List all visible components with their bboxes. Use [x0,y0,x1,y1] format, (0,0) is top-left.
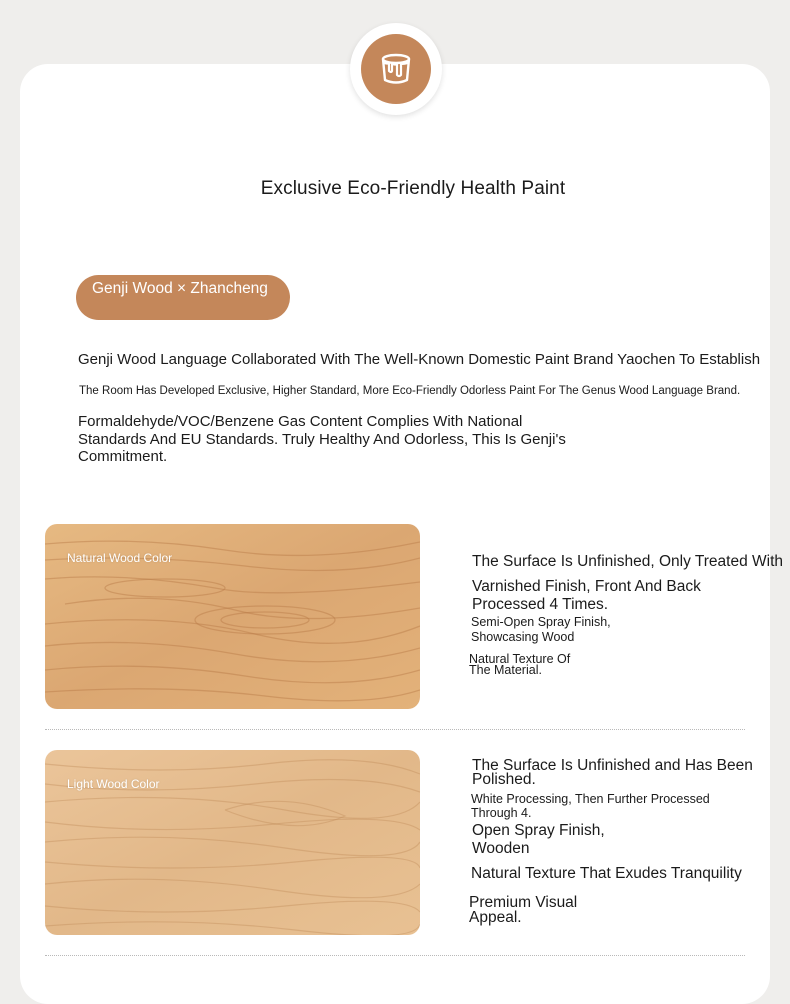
option-desc: Varnished Finish, Front And Back [472,578,701,595]
option-desc: Natural Texture That Exudes Tranquility [471,865,742,882]
option-desc: Appeal. [469,909,522,926]
option-desc: Processed 4 Times. [472,596,609,613]
collab-detail: The Room Has Developed Exclusive, Higher Standard, More Eco-Friendly Odorless Paint For The Genus Wood Language Brand. [79,385,741,397]
option-desc: The Surface Is Unfinished, Only Treated With [472,553,783,570]
natural-wood-swatch [45,524,420,709]
option-desc: Wooden [472,840,530,857]
collab-pill: Genji Wood × Zhancheng [76,275,290,320]
page-title: Exclusive Eco-Friendly Health Paint [260,178,566,199]
swatch-label: Light Wood Color [67,777,160,791]
paint-badge [350,23,442,115]
option-desc: Premium Visual [469,894,578,911]
option-desc: Semi-Open Spray Finish, [471,615,611,629]
compliance-statement: Formaldehyde/VOC/Benzene Gas Content Complies With National Standards And EU Standards. Truly Healthy And Odorless, This Is Genji's Commitment. [78,413,566,465]
section-divider [45,955,745,956]
light-wood-swatch [45,750,420,935]
section-divider [45,729,745,730]
option-desc: Natural Texture Of [469,652,571,666]
option-desc: Open Spray Finish, [472,822,605,839]
collab-intro: Genji Wood Language Collaborated With The Well-Known Domestic Paint Brand Yaochen To Establish [78,351,761,368]
paint-bucket-icon [361,34,431,104]
option-desc: Polished. [472,771,536,788]
option-desc: The Material. [469,663,542,677]
option-desc: Showcasing Wood [471,630,575,644]
swatch-label: Natural Wood Color [67,551,173,565]
option-desc: Through 4. [471,806,532,820]
option-desc: The Surface Is Unfinished and Has Been [472,757,753,774]
option-desc: White Processing, Then Further Processed [471,792,710,806]
